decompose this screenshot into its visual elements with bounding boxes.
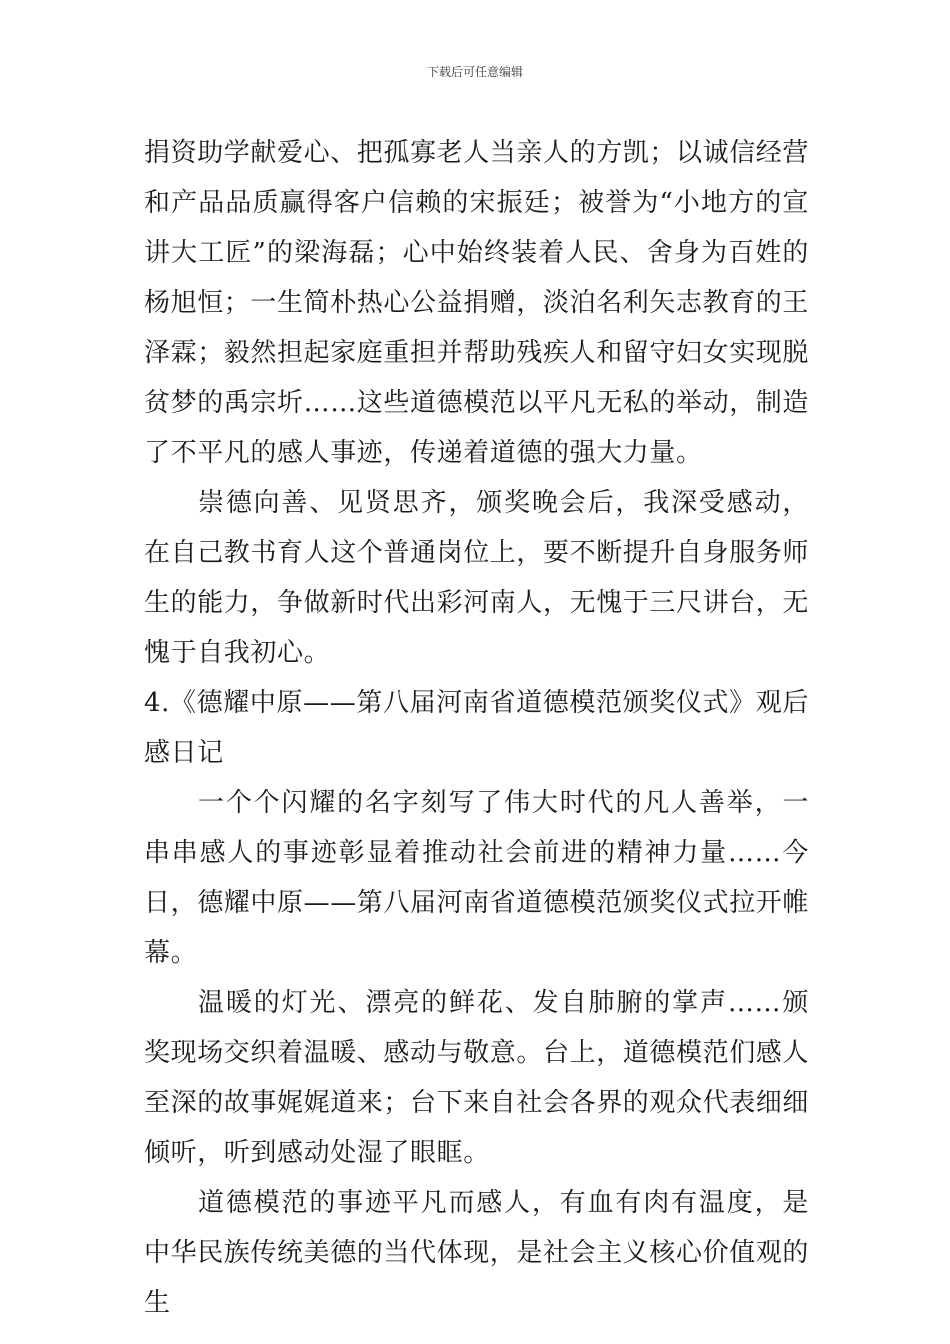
section-heading: 4.《德耀中原——第八届河南省道德模范颁奖仪式》观后感日记 [144, 688, 809, 768]
page-header: 下载后可任意编辑 [426, 65, 523, 79]
paragraph-continuation: 捐资助学献爱心、把孤寡老人当亲人的方凯；以诚信经营和产品品质赢得客户信赖的宋振廷；被誉为“小地方的宣讲大工匠”的梁海磊；心中始终装着人民、舍身为百姓的杨旭恒；一生简朴热心公益捐赠，淡泊名利矢志教育的王泽霖；毅然担起家庭重担并帮助残疾人和留守妇女实现脱贫梦的禹宗圻……这些道德模范以平凡无私的举动，制造了不平凡的感人事迹，传递着道德的强大力量。 [144, 138, 810, 468]
document-body [144, 128, 809, 1328]
paragraph-reflection: 崇德向善、见贤思齐，颁奖晚会后，我深受感动，在自己教书育人这个普通岗位上，要不断提升自身服务师生的能力，争做新时代出彩河南人，无愧于三尺讲台，无愧于自我初心。 [144, 488, 810, 668]
paragraph-scene: 温暖的灯光、漂亮的鲜花、发自肺腑的掌声……颁奖现场交织着温暖、感动与敬意。台上，道德模范们感人至深的故事娓娓道来；台下来自社会各界的观众代表细细倾听，听到感动处湿了眼眶。 [144, 988, 810, 1168]
paragraph-intro: 一个个闪耀的名字刻写了伟大时代的凡人善举，一串串感人的事迹彰显着推动社会前进的精神力量……今日，德耀中原——第八届河南省道德模范颁奖仪式拉开帷幕。 [144, 788, 810, 968]
paragraph-values: 道德模范的事迹平凡而感人，有血有肉有温度，是中华民族传统美德的当代体现，是社会主义核心价值观的生 [144, 1188, 810, 1318]
